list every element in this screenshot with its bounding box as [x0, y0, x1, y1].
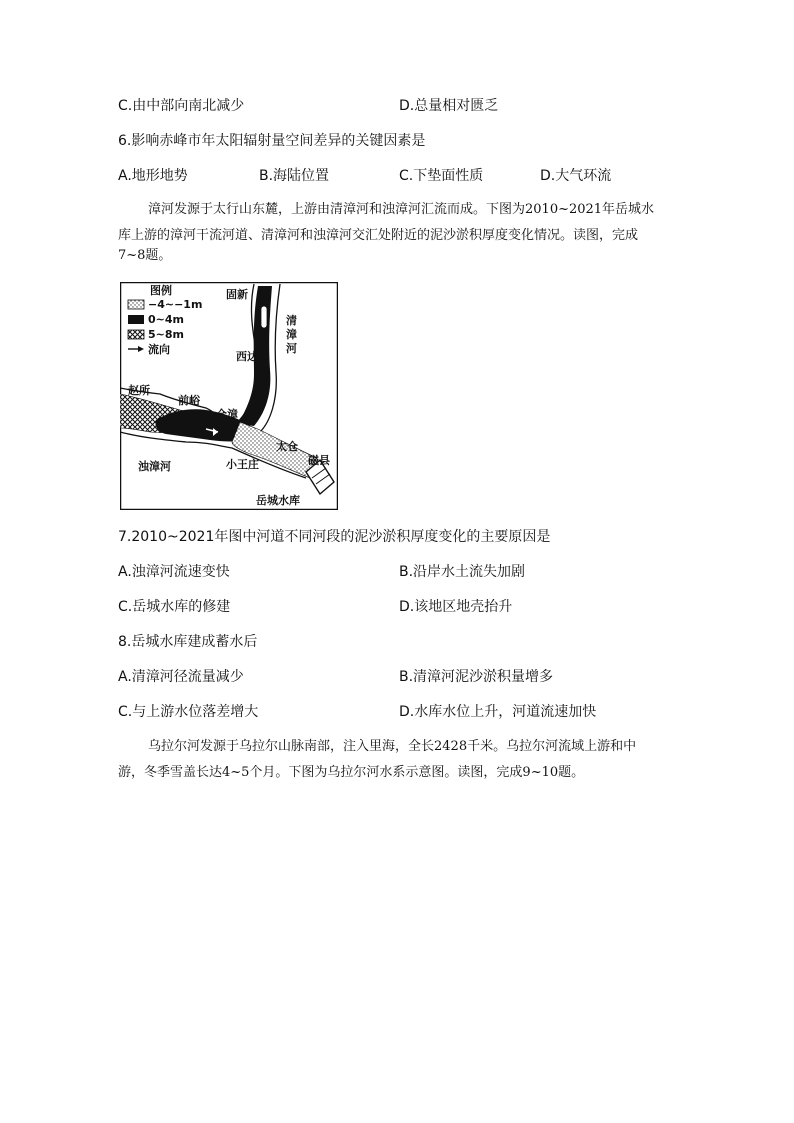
legend-item-pos: 0~4m [148, 313, 184, 326]
passage2-line2: 游，冬季雪盖长达4~5个月。下图为乌拉尔河水系示意图。读图，完成9~10题。 [118, 765, 585, 780]
legend-item-flow: 流向 [148, 343, 170, 356]
legend-item-high: 5~8m [148, 328, 184, 341]
q7-option-c: C.岳城水库的修建 [118, 599, 231, 615]
passage2-line1: 乌拉尔河发源于乌拉尔山脉南部，注入里海，全长2428千米。乌拉尔河流域上游和中 [148, 739, 637, 754]
place-zhuozhanghe: 浊漳河 [138, 460, 171, 473]
place-taicang: 太仓 [276, 440, 298, 453]
q8-option-b: B.清漳河泥沙淤积量增多 [399, 669, 554, 685]
passage1-line3: 7~8题。 [118, 248, 172, 263]
q8-option-c: C.与上游水位落差增大 [118, 704, 259, 720]
place-cixian: 磁县 [308, 454, 330, 467]
q5-option-c: C.由中部向南北减少 [118, 98, 245, 114]
legend-item-neg: −4~−1m [148, 298, 203, 311]
place-qingzhanghe [286, 313, 297, 355]
q7-option-b: B.沿岸水土流失加剧 [399, 564, 526, 580]
zhanghe-sediment-map [120, 282, 338, 510]
passage1-line2: 库上游的漳河干流河道、清漳河和浊漳河交汇处附近的泥沙淤积厚度变化情况。读图，完成 [118, 228, 639, 243]
place-xiaowangzhuang: 小王庄 [226, 458, 259, 471]
q6-stem: 6.影响赤峰市年太阳辐射量空间差异的关键因素是 [118, 133, 426, 149]
q7-option-a: A.浊漳河流速变快 [118, 564, 230, 580]
q6-option-d: D.大气环流 [540, 168, 612, 184]
q6-option-c: C.下垫面性质 [399, 168, 484, 184]
place-qianyu: 前峪 [178, 394, 200, 407]
place-yuecheng: 岳城水库 [256, 494, 300, 507]
q6-option-a: A.地形地势 [118, 168, 188, 184]
place-xida: 西达 [236, 350, 258, 363]
place-zhaosuo: 赵所 [128, 384, 150, 397]
passage1-line1: 漳河发源于太行山东麓，上游由清漳河和浊漳河汇流而成。下图为2010~2021年岳城水 [148, 202, 655, 217]
q8-stem: 8.岳城水库建成蓄水后 [118, 634, 258, 650]
svg-text:清漳河: 清漳河 [286, 314, 297, 355]
q7-option-d: D.该地区地壳抬升 [399, 599, 513, 615]
q8-option-d: D.水库水位上升，河道流速加快 [399, 704, 597, 720]
q5-option-d: D.总量相对匮乏 [399, 98, 499, 114]
place-helian: 合漳 [216, 408, 238, 421]
place-guxin: 固新 [226, 288, 248, 301]
q8-option-a: A.清漳河径流量减少 [118, 669, 244, 685]
q6-option-b: B.海陆位置 [259, 168, 330, 184]
legend-title: 图例 [150, 284, 172, 297]
q7-stem: 7.2010~2021年图中河道不同河段的泥沙淤积厚度变化的主要原因是 [118, 529, 551, 545]
